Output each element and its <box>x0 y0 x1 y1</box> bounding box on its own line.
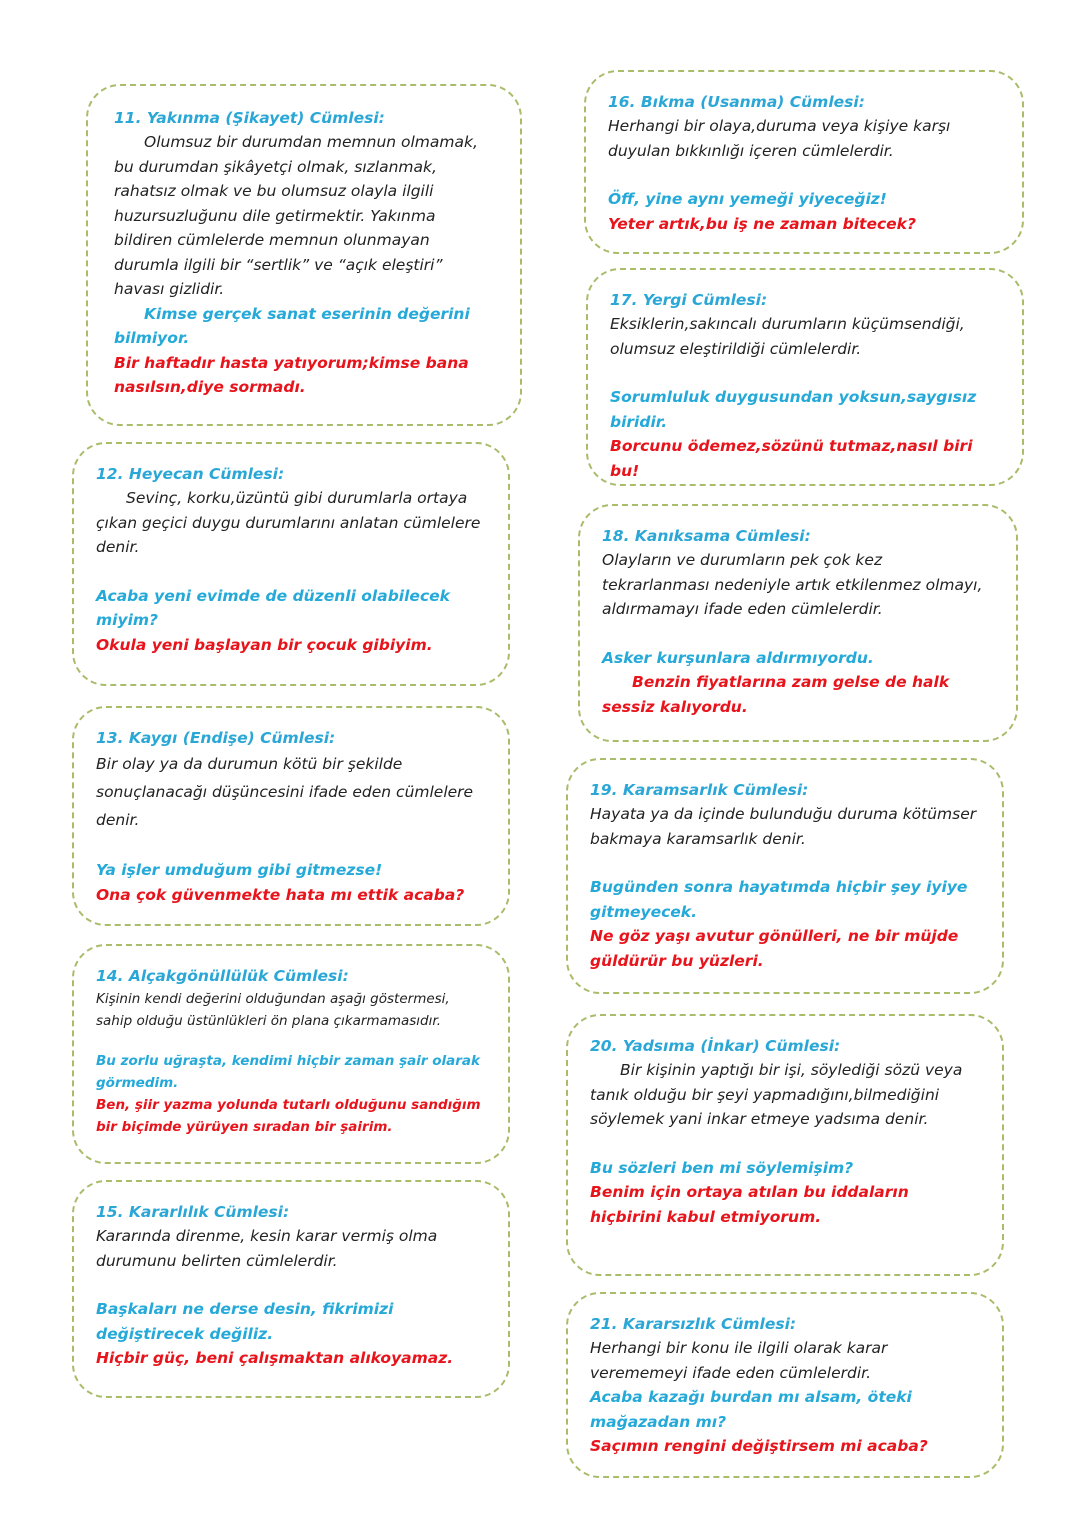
card-yadsima <box>566 1014 1004 1276</box>
example-red: Benim için ortaya atılan bu iddaların hiçbirini kabul etmiyorum. <box>590 1183 909 1226</box>
card-karamsarlik <box>566 758 1004 994</box>
example-blue: Başkaları ne derse desin, fikrimizi değiştirecek değiliz. <box>96 1300 394 1343</box>
card-title: 19. Karamsarlık Cümlesi: <box>590 781 809 799</box>
card-title: 12. Heyecan Cümlesi: <box>96 465 285 483</box>
card-description: Kararında direnme, kesin karar vermiş olma durumunu belirten cümlelerdir. <box>96 1227 438 1270</box>
card-heyecan <box>72 442 510 686</box>
example-red: Bir haftadır hasta yatıyorum;kimse bana nasılsın,diye sormadı. <box>114 353 469 396</box>
card-kararlilik <box>72 1180 510 1398</box>
card-yakinma <box>86 84 522 426</box>
example-blue: Bu zorlu uğraşta, kendimi hiçbir zaman şair olarak görmedim. <box>96 1053 480 1091</box>
card-title: 14. Alçakgönüllülük Cümlesi: <box>96 967 349 985</box>
card-title: 20. Yadsıma (İnkar) Cümlesi: <box>590 1037 841 1055</box>
card-description: Sevinç, korku,üzüntü gibi durumlarla ortaya çıkan geçici duygu durumlarını anlatan cümlelere denir. <box>96 489 481 556</box>
example-red: Saçımın rengini değiştirsem mi acaba? <box>590 1437 928 1455</box>
card-title: 13. Kaygı (Endişe) Cümlesi: <box>96 729 336 747</box>
card-description: Olayların ve durumların pek çok kez tekrarlanması nedeniyle artık etkilenmez olmayı, aldırmamayı ifade eden cümlelerdir. <box>602 551 983 618</box>
example-blue: Bugünden sonra hayatımda hiçbir şey iyiye gitmeyecek. <box>590 878 968 921</box>
example-blue: Ya işler umduğum gibi gitmezse! <box>96 861 383 879</box>
example-blue: Asker kurşunlara aldırmıyordu. <box>602 648 874 667</box>
card-description: Herhangi bir olaya,duruma veya kişiye karşı duyulan bıkkınlığı içeren cümlelerdir. <box>608 117 951 160</box>
example-red: Borcunu ödemez,sözünü tutmaz,nasıl biri bu! <box>610 437 973 480</box>
card-title: 18. Kanıksama Cümlesi: <box>602 527 811 545</box>
card-description: Olumsuz bir durumdan memnun olmamak, bu durumdan şikâyetçi olmak, sızlanmak, rahatsız olmak ve bu olumsuz olayla ilgili huzursuzluğunu dile getirmektir. Yakınma bildiren cümlelerde memnun olunmayan durumla ilgili bir “sertlik” ve “açık eleştiri” havası gizlidir. <box>114 133 478 298</box>
example-blue: Acaba yeni evimde de düzenli olabilecek miyim? <box>96 586 450 629</box>
example-red: Hiçbir güç, beni çalışmaktan alıkoyamaz. <box>96 1349 454 1367</box>
example-blue: Öff, yine aynı yemeği yiyeceğiz! <box>608 190 887 208</box>
card-kaygi <box>72 706 510 926</box>
example-blue: Acaba kazağı burdan mı alsam, öteki mağazadan mı? <box>590 1388 912 1431</box>
card-alcakgonulluluk <box>72 944 510 1164</box>
example-red: Ona çok güvenmekte hata mı ettik acaba? <box>96 885 465 904</box>
card-title: 15. Kararlılık Cümlesi: <box>96 1203 290 1221</box>
card-description: Bir olay ya da durumun kötü bir şekilde sonuçlanacağı düşüncesini ifade eden cümlelere denir. <box>96 755 474 829</box>
example-red: Benzin fiyatlarına zam gelse de halk sessiz kalıyordu. <box>602 673 950 716</box>
example-red: Yeter artık,bu iş ne zaman bitecek? <box>608 214 916 233</box>
example-red: Ben, şiir yazma yolunda tutarlı olduğunu sandığım bir biçimde yürüyen sıradan bir şairim. <box>96 1097 481 1135</box>
example-blue: Sorumluluk duygusundan yoksun,saygısız biridir. <box>610 388 977 431</box>
example-red: Ne göz yaşı avutur gönülleri, ne bir müjde güldürür bu yüzleri. <box>590 927 959 970</box>
card-yergi <box>586 268 1024 486</box>
card-description: Herhangi bir konu ile ilgili olarak karar verememeyi ifade eden cümlelerdir. <box>590 1339 888 1382</box>
card-title: 17. Yergi Cümlesi: <box>610 291 768 309</box>
example-blue: Bu sözleri ben mi söylemişim? <box>590 1158 854 1177</box>
example-blue: Kimse gerçek sanat eserinin değerini bilmiyor. <box>114 304 470 347</box>
card-kararsizlik <box>566 1292 1004 1478</box>
card-title: 16. Bıkma (Usanma) Cümlesi: <box>608 93 865 111</box>
card-title: 11. Yakınma (Şikayet) Cümlesi: <box>114 109 385 127</box>
card-title: 21. Kararsızlık Cümlesi: <box>590 1315 797 1333</box>
card-bikma <box>584 70 1024 254</box>
card-description: Eksiklerin,sakıncalı durumların küçümsendiği, olumsuz eleştirildiği cümlelerdir. <box>610 315 965 358</box>
card-description: Hayata ya da içinde bulunduğu duruma kötümser bakmaya karamsarlık denir. <box>590 805 977 848</box>
card-description: Kişinin kendi değerini olduğundan aşağı göstermesi, sahip olduğu üstünlükleri ön plana çıkarmamasıdır. <box>96 991 450 1029</box>
card-description: Bir kişinin yaptığı bir işi, söylediği sözü veya tanık olduğu bir şeyi yapmadığını,bilmediğini söylemek yani inkar etmeye yadsıma denir. <box>590 1061 963 1128</box>
example-red: Okula yeni başlayan bir çocuk gibiyim. <box>96 635 433 654</box>
card-kaniksama <box>578 504 1018 742</box>
